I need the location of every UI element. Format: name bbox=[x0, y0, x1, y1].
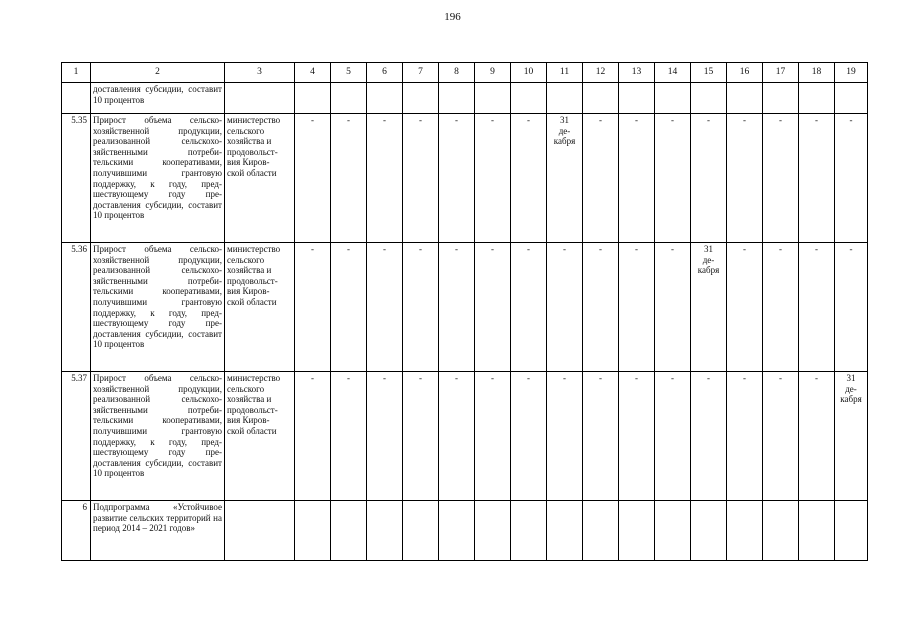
indicator-text: Прирост объема сельско-хозяйственной продукции, реализованной сельскохо-зяйственными потреби-тельскими кооперативами, получившими грантовую поддержку, к году, пред-шествующему году пре-доставления субсидии, составит 10 процентов bbox=[91, 114, 225, 243]
schedule-cell bbox=[475, 83, 511, 114]
item-number bbox=[62, 83, 91, 114]
schedule-cell: - bbox=[583, 372, 619, 501]
column-number-cell: 2 bbox=[91, 63, 225, 83]
schedule-cell: - bbox=[331, 243, 367, 372]
indicator-text: Прирост объема сельско-хозяйственной продукции, реализованной сельскохо-зяйственными потреби-тельскими кооперативами, получившими грантовую поддержку, к году, пред-шествующему году пре-доставления субсидии, составит 10 процентов bbox=[91, 243, 225, 372]
schedule-cell: - bbox=[439, 372, 475, 501]
schedule-cell: - bbox=[367, 243, 403, 372]
column-number-cell: 19 bbox=[835, 63, 868, 83]
schedule-cell: - bbox=[799, 243, 835, 372]
schedule-cell: - bbox=[763, 372, 799, 501]
item-number: 5.37 bbox=[62, 372, 91, 501]
schedule-cell bbox=[295, 501, 331, 561]
schedule-cell: - bbox=[799, 372, 835, 501]
schedule-cell bbox=[367, 501, 403, 561]
table-row bbox=[62, 83, 868, 114]
column-number-cell: 16 bbox=[727, 63, 763, 83]
column-number-cell: 12 bbox=[583, 63, 619, 83]
schedule-cell: - bbox=[691, 372, 727, 501]
schedule-cell: - bbox=[403, 372, 439, 501]
schedule-cell bbox=[583, 501, 619, 561]
schedule-cell: - bbox=[619, 243, 655, 372]
schedule-cell: - bbox=[331, 114, 367, 243]
column-number-cell: 17 bbox=[763, 63, 799, 83]
deadline-cell: 31 де- кабря bbox=[547, 114, 583, 243]
schedule-cell: - bbox=[475, 114, 511, 243]
item-number: 5.36 bbox=[62, 243, 91, 372]
column-number-cell: 8 bbox=[439, 63, 475, 83]
column-number-cell: 18 bbox=[799, 63, 835, 83]
column-number-cell: 11 bbox=[547, 63, 583, 83]
column-number-cell: 14 bbox=[655, 63, 691, 83]
schedule-cell bbox=[583, 83, 619, 114]
schedule-cell bbox=[799, 501, 835, 561]
schedule-cell bbox=[763, 83, 799, 114]
plan-table bbox=[61, 62, 868, 561]
schedule-cell: - bbox=[511, 114, 547, 243]
schedule-cell bbox=[439, 83, 475, 114]
column-number-row bbox=[62, 63, 868, 83]
schedule-cell bbox=[511, 501, 547, 561]
schedule-cell: - bbox=[835, 114, 868, 243]
executor-cell bbox=[225, 83, 295, 114]
schedule-cell bbox=[619, 83, 655, 114]
schedule-cell bbox=[295, 83, 331, 114]
schedule-cell bbox=[547, 83, 583, 114]
executor-cell: министерство сельского хозяйства и продовольст- вия Киров- ской области bbox=[225, 243, 295, 372]
schedule-cell: - bbox=[619, 114, 655, 243]
schedule-cell bbox=[691, 83, 727, 114]
item-number: 6 bbox=[62, 501, 91, 561]
schedule-cell bbox=[763, 501, 799, 561]
schedule-cell bbox=[835, 83, 868, 114]
column-number-cell: 4 bbox=[295, 63, 331, 83]
schedule-cell bbox=[727, 83, 763, 114]
schedule-cell bbox=[655, 83, 691, 114]
schedule-cell: - bbox=[475, 372, 511, 501]
schedule-cell: - bbox=[655, 114, 691, 243]
schedule-cell: - bbox=[763, 243, 799, 372]
schedule-cell: - bbox=[475, 243, 511, 372]
schedule-cell bbox=[547, 501, 583, 561]
executor-cell: министерство сельского хозяйства и продовольст- вия Киров- ской области bbox=[225, 114, 295, 243]
schedule-cell: - bbox=[295, 372, 331, 501]
schedule-cell: - bbox=[583, 243, 619, 372]
column-number-cell: 7 bbox=[403, 63, 439, 83]
schedule-cell bbox=[331, 501, 367, 561]
column-number-cell: 6 bbox=[367, 63, 403, 83]
schedule-cell bbox=[367, 83, 403, 114]
schedule-cell: - bbox=[367, 114, 403, 243]
table-row bbox=[62, 114, 868, 243]
schedule-cell: - bbox=[655, 372, 691, 501]
schedule-cell bbox=[439, 501, 475, 561]
schedule-cell: - bbox=[691, 114, 727, 243]
indicator-text: Прирост объема сельско-хозяйственной продукции, реализованной сельскохо-зяйственными потреби-тельскими кооперативами, получившими грантовую поддержку, к году, пред-шествующему году пре-доставления субсидии, составит 10 процентов bbox=[91, 372, 225, 501]
executor-cell bbox=[225, 501, 295, 561]
schedule-cell: - bbox=[439, 114, 475, 243]
indicator-text: Подпрограмма «Устойчивое развитие сельских территорий на период 2014 – 2021 годов» bbox=[91, 501, 225, 561]
schedule-cell bbox=[691, 501, 727, 561]
schedule-cell bbox=[655, 501, 691, 561]
column-number-cell: 1 bbox=[62, 63, 91, 83]
indicator-text: доставления субсидии, составит 10 процентов bbox=[91, 83, 225, 114]
column-number-cell: 3 bbox=[225, 63, 295, 83]
table-row bbox=[62, 501, 868, 561]
schedule-cell: - bbox=[727, 114, 763, 243]
table-row bbox=[62, 372, 868, 501]
schedule-cell: - bbox=[655, 243, 691, 372]
schedule-cell: - bbox=[727, 243, 763, 372]
schedule-cell: - bbox=[583, 114, 619, 243]
schedule-cell: - bbox=[403, 114, 439, 243]
schedule-cell: - bbox=[403, 243, 439, 372]
schedule-cell: - bbox=[295, 114, 331, 243]
schedule-cell: - bbox=[835, 243, 868, 372]
column-number-cell: 10 bbox=[511, 63, 547, 83]
schedule-cell bbox=[403, 501, 439, 561]
deadline-cell: 31 де- кабря bbox=[691, 243, 727, 372]
schedule-cell bbox=[799, 83, 835, 114]
schedule-cell bbox=[727, 501, 763, 561]
schedule-cell: - bbox=[511, 372, 547, 501]
executor-cell: министерство сельского хозяйства и продовольст- вия Киров- ской области bbox=[225, 372, 295, 501]
item-number: 5.35 bbox=[62, 114, 91, 243]
schedule-cell: - bbox=[295, 243, 331, 372]
schedule-cell: - bbox=[547, 243, 583, 372]
schedule-cell bbox=[475, 501, 511, 561]
schedule-cell: - bbox=[367, 372, 403, 501]
schedule-cell bbox=[331, 83, 367, 114]
schedule-cell bbox=[403, 83, 439, 114]
schedule-cell: - bbox=[727, 372, 763, 501]
schedule-cell: - bbox=[331, 372, 367, 501]
schedule-cell: - bbox=[799, 114, 835, 243]
column-number-cell: 13 bbox=[619, 63, 655, 83]
page-number: 196 bbox=[444, 11, 461, 23]
schedule-cell: - bbox=[511, 243, 547, 372]
schedule-cell: - bbox=[763, 114, 799, 243]
schedule-cell bbox=[511, 83, 547, 114]
schedule-cell: - bbox=[439, 243, 475, 372]
column-number-cell: 15 bbox=[691, 63, 727, 83]
schedule-cell: - bbox=[547, 372, 583, 501]
column-number-cell: 5 bbox=[331, 63, 367, 83]
schedule-cell bbox=[619, 501, 655, 561]
schedule-cell: - bbox=[619, 372, 655, 501]
column-number-cell: 9 bbox=[475, 63, 511, 83]
schedule-cell bbox=[835, 501, 868, 561]
deadline-cell: 31 де- кабря bbox=[835, 372, 868, 501]
table-row bbox=[62, 243, 868, 372]
